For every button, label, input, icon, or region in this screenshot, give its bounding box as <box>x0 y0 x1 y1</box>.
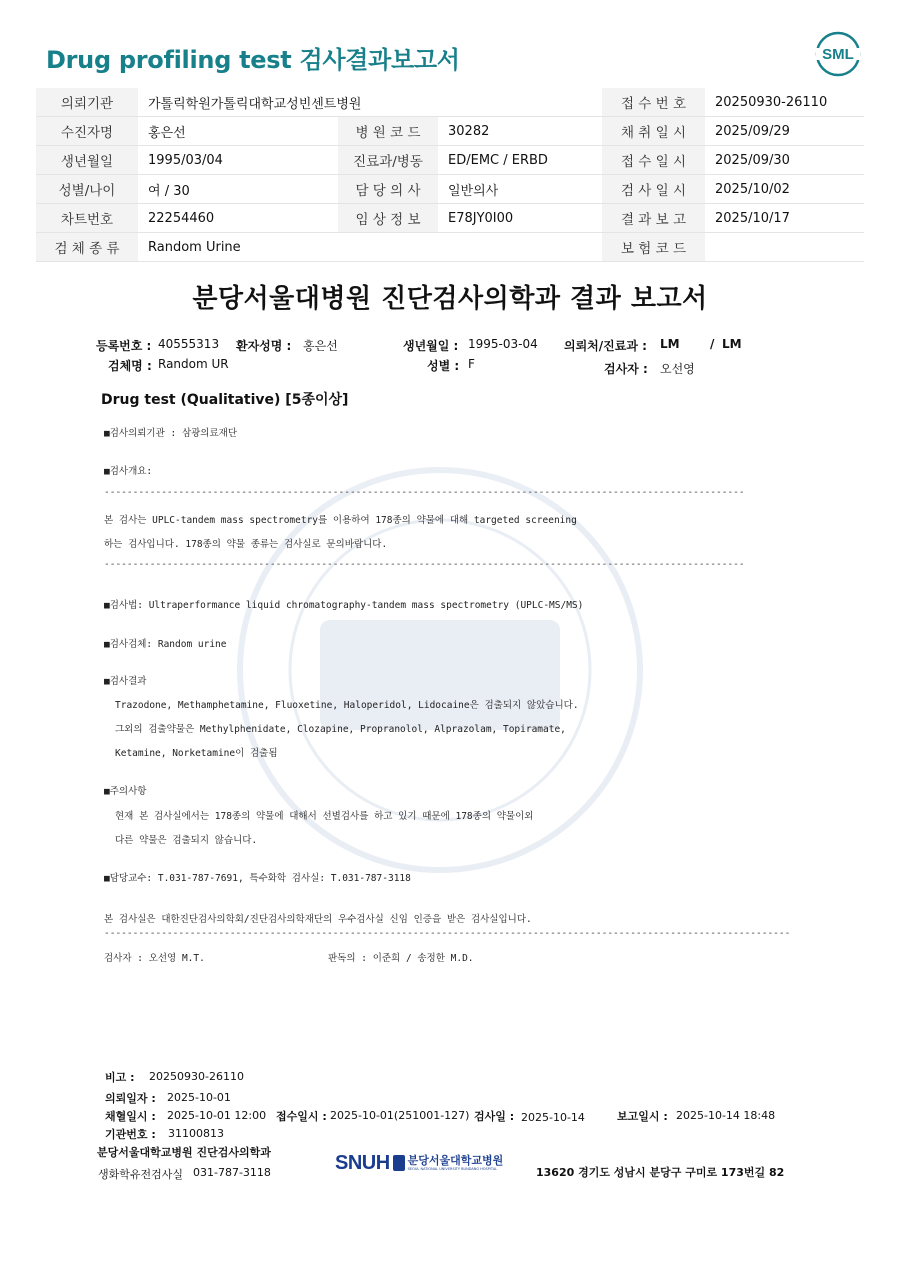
snuh-subname: SEOUL NATIONAL UNIVERSITY BUNDANG HOSPITAL <box>407 1166 498 1171</box>
table-row <box>36 233 864 262</box>
label-patient-name: 수진자명 <box>36 117 138 146</box>
label-sex-age: 성별/나이 <box>36 175 138 204</box>
lab-name: 생화학유전검사실 <box>98 1168 184 1181</box>
certification-line: 본 검사실은 대한진단검사의학회/진단검사의학재단의 우수검사실 신임 인증을 받은 검사실입니다. <box>104 914 532 925</box>
result-heading: ■검사결과 <box>104 676 147 687</box>
dob-value: 1995-03-04 <box>468 337 538 351</box>
label-accession-no: 접 수 번 호 <box>602 88 705 117</box>
label-dob: 생년월일 <box>36 146 138 175</box>
label-result-report: 결 과 보 고 <box>602 204 705 233</box>
table-row <box>36 204 864 233</box>
examiner-value: 오선영 <box>660 362 695 376</box>
value-insurance-code <box>705 233 864 262</box>
request-date-value: 2025-10-01 <box>167 1091 231 1104</box>
value-specimen-type: Random Urine <box>138 233 602 262</box>
patient-info-table <box>36 88 864 262</box>
caution-line-2: 다른 약물은 검출되지 않습니다. <box>115 835 258 846</box>
value-accession-no: 20250930-26110 <box>705 88 864 117</box>
value-result-report: 2025/10/17 <box>705 204 864 233</box>
dob-label: 생년월일 : <box>403 339 459 353</box>
snuh-logo-text: SNUH <box>335 1151 390 1174</box>
value-hospital-code: 30282 <box>438 117 602 146</box>
value-clinical-info: E78JY0I00 <box>438 204 602 233</box>
hospital-department: 분당서울대학교병원 진단검사의학과 <box>97 1146 271 1159</box>
value-chart-no: 22254460 <box>138 204 338 233</box>
lab-phone: 031-787-3118 <box>193 1166 271 1179</box>
table-row <box>36 88 864 117</box>
note-value: 20250930-26110 <box>149 1070 244 1083</box>
snuh-logo <box>335 1150 503 1176</box>
report-time-label: 보고일시 : <box>617 1110 668 1123</box>
test-date-label: 검사일 : <box>474 1110 515 1123</box>
logo-text: SML <box>822 46 854 63</box>
report-title: 분당서울대병원 진단검사의학과 결과 보고서 <box>192 284 708 314</box>
table-row <box>36 146 864 175</box>
value-dob: 1995/03/04 <box>138 146 338 175</box>
examiner-label: 검사자 : <box>604 362 648 376</box>
contact-line: ■담당교수: T.031-787-7691, 특수화학 검사실: T.031-787-3118 <box>104 873 411 884</box>
request-date-label: 의뢰일자 : <box>105 1092 156 1105</box>
table-row <box>36 117 864 146</box>
result-line-1: Trazodone, Methamphetamine, Fluoxetine, Haloperidol, Lidocaine은 검출되지 않았습니다. <box>115 700 579 711</box>
caution-line-1: 현재 본 검사실에서는 178종의 약물에 대해서 선별검사를 하고 있기 때문에 178종의 약물이외 <box>115 811 534 822</box>
value-receipt-date: 2025/09/30 <box>705 146 864 175</box>
institution-no-value: 31100813 <box>168 1127 224 1140</box>
divider-line: ---------------------------------------------------------------------------------------------------------------- <box>104 487 745 498</box>
overview-heading: ■검사개요: <box>104 466 153 477</box>
institution-no-label: 기관번호 : <box>105 1128 156 1141</box>
patient-name-value: 홍은선 <box>303 339 338 353</box>
value-requesting-agency: 가톨릭학원가톨릭대학교성빈센트병원 <box>138 88 602 117</box>
value-collection-date: 2025/09/29 <box>705 117 864 146</box>
divider-line: ------------------------------------------------------------------------------------------------------------------------ <box>104 928 791 939</box>
examiner-signoff: 검사자 : 오선영 M.T. <box>104 953 205 964</box>
sml-logo <box>814 30 862 78</box>
document-title: Drug profiling test 검사결과보고서 <box>46 46 460 74</box>
label-receipt-date: 접 수 일 시 <box>602 146 705 175</box>
method-line: ■검사법: Ultraperformance liquid chromatography-tandem mass spectrometry (UPLC-MS/MS) <box>104 600 584 611</box>
table-row <box>36 175 864 204</box>
label-chart-no: 차트번호 <box>36 204 138 233</box>
label-clinical-info: 임 상 정 보 <box>338 204 438 233</box>
sex-label: 성별 : <box>427 359 460 373</box>
dept-value-1: LM <box>660 337 680 351</box>
dept-label: 의뢰처/진료과 : <box>564 339 647 353</box>
collection-time-value: 2025-10-01 12:00 <box>167 1109 267 1122</box>
agency-line: ■검사의뢰기관 : 삼광의료재단 <box>104 428 238 439</box>
label-collection-date: 채 취 일 시 <box>602 117 705 146</box>
reg-no-label: 등록번호 : <box>96 339 152 353</box>
result-line-3: Ketamine, Norketamine이 검출됨 <box>115 748 278 759</box>
label-dept-ward: 진료과/병동 <box>338 146 438 175</box>
specimen-value: Random UR <box>158 357 229 371</box>
dept-separator: / <box>710 337 715 351</box>
value-patient-name: 홍은선 <box>138 117 338 146</box>
reg-no-value: 40555313 <box>158 337 220 351</box>
patient-name-label: 환자성명 : <box>236 339 292 353</box>
specimen-label: 검체명 : <box>108 359 152 373</box>
note-label: 비고 : <box>105 1071 135 1084</box>
report-time-value: 2025-10-14 18:48 <box>676 1109 776 1122</box>
value-test-date: 2025/10/02 <box>705 175 864 204</box>
receipt-time-value: 2025-10-01(251001-127) <box>330 1109 470 1122</box>
label-test-date: 검 사 일 시 <box>602 175 705 204</box>
hospital-address: 13620 경기도 성남시 분당구 구미로 173번길 82 <box>536 1166 785 1179</box>
label-doctor: 담 당 의 사 <box>338 175 438 204</box>
divider-line: ---------------------------------------------------------------------------------------------------------------- <box>104 559 745 570</box>
value-doctor: 일반의사 <box>438 175 602 204</box>
sex-value: F <box>468 357 475 371</box>
snuh-name-block <box>408 1155 504 1172</box>
snuh-name: 분당서울대학교병원 <box>407 1153 504 1167</box>
label-requesting-agency: 의뢰기관 <box>36 88 138 117</box>
receipt-time-label: 접수일시 : <box>276 1110 327 1123</box>
collection-time-label: 채혈일시 : <box>105 1110 156 1123</box>
label-hospital-code: 병 원 코 드 <box>338 117 438 146</box>
snuh-emblem-icon <box>393 1155 405 1171</box>
value-dept-ward: ED/EMC / ERBD <box>438 146 602 175</box>
specimen-line: ■검사검체: Random urine <box>104 639 227 650</box>
test-date-value: 2025-10-14 <box>521 1111 585 1124</box>
label-insurance-code: 보 험 코 드 <box>602 233 705 262</box>
section-title: Drug test (Qualitative) [5종이상] <box>101 392 349 408</box>
caution-heading: ■주의사항 <box>104 786 147 797</box>
result-line-2: 그외의 검출약물은 Methylphenidate, Clozapine, Propranolol, Alprazolam, Topiramate, <box>115 724 566 735</box>
overview-line-2: 하는 검사입니다. 178종의 약물 종류는 검사실로 문의바랍니다. <box>104 539 388 550</box>
overview-line-1: 본 검사는 UPLC-tandem mass spectrometry를 이용하여 178종의 약물에 대해 targeted screening <box>104 515 577 526</box>
reader-signoff: 판독의 : 이준희 / 송정한 M.D. <box>328 953 474 964</box>
value-sex-age: 여 / 30 <box>138 175 338 204</box>
label-specimen-type: 검 체 종 류 <box>36 233 138 262</box>
dept-value-2: LM <box>722 337 742 351</box>
